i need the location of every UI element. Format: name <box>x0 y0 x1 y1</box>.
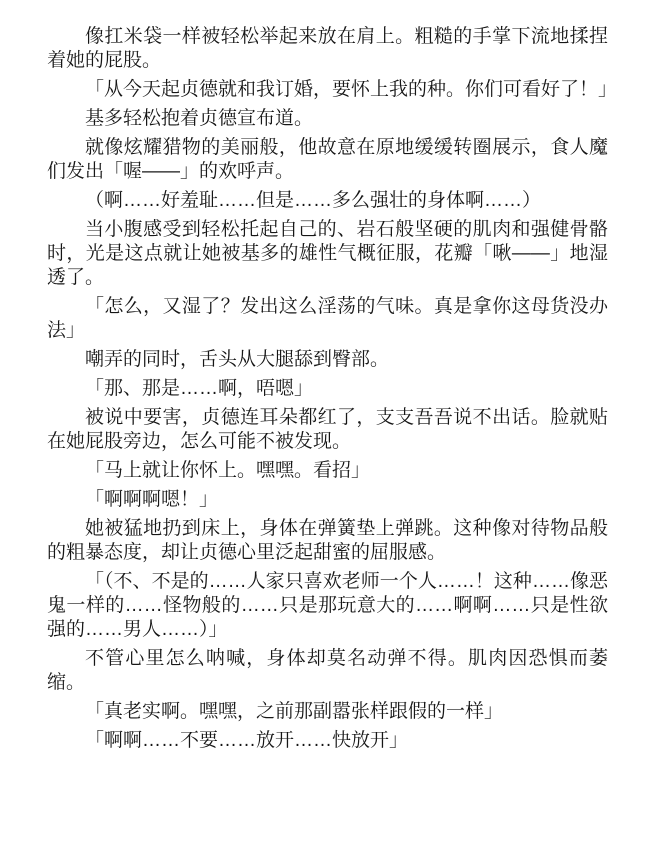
paragraph: 嘲弄的同时，舌头从大腿舔到臀部。 <box>85 349 390 370</box>
paragraph: 当小腹感受到轻松托起自己的、岩石般坚硬的肌肉和强健骨骼时，光是这点就让她被基多的雄性气概征服，花瓣「啾——」地湿透了。 <box>47 219 608 288</box>
paragraph: 她被猛地扔到床上，身体在弹簧垫上弹跳。这种像对待物品般的粗暴态度，却让贞德心里泛起甜蜜的屈服感。 <box>47 518 608 563</box>
paragraph: 「啊啊……不要……放开……快放开」 <box>85 730 409 751</box>
paragraph: 「怎么，又湿了？发出这么淫荡的气味。真是拿你这母货没办法」 <box>47 296 608 341</box>
paragraph: 「马上就让你怀上。嘿嘿。看招」 <box>85 460 371 481</box>
paragraph: 被说中要害，贞德连耳朵都红了，支支吾吾说不出话。脸就贴在她屁股旁边，怎么可能不被发现。 <box>47 407 608 452</box>
paragraph: （啊……好羞耻……但是……多么强壮的身体啊……） <box>85 190 542 211</box>
paragraph: 基多轻松抱着贞德宣布道。 <box>85 108 314 129</box>
paragraph: 就像炫耀猎物的美丽般，他故意在原地缓缓转圈展示，食人魔们发出「喔——」的欢呼声。 <box>47 137 608 182</box>
novel-text-body <box>47 25 618 753</box>
paragraph: 「啊啊啊嗯！」 <box>85 489 219 510</box>
paragraph: 不管心里怎么呐喊，身体却莫名动弹不得。肌肉因恐惧而萎缩。 <box>47 648 608 693</box>
paragraph: 「那、那是……啊，唔嗯」 <box>85 378 314 399</box>
paragraph: 「真老实啊。嘿嘿，之前那副嚣张样跟假的一样」 <box>85 701 504 722</box>
paragraph: 「从今天起贞德就和我订婚，要怀上我的种。你们可看好了！」 <box>85 79 618 100</box>
paragraph: 「（不、不是的……人家只喜欢老师一个人……！这种……像恶鬼一样的……怪物般的……只是那玩意大的……啊啊……只是性欲强的……男人……）」 <box>47 571 608 640</box>
paragraph: 像扛米袋一样被轻松举起来放在肩上。粗糙的手掌下流地揉捏着她的屁股。 <box>47 26 608 71</box>
